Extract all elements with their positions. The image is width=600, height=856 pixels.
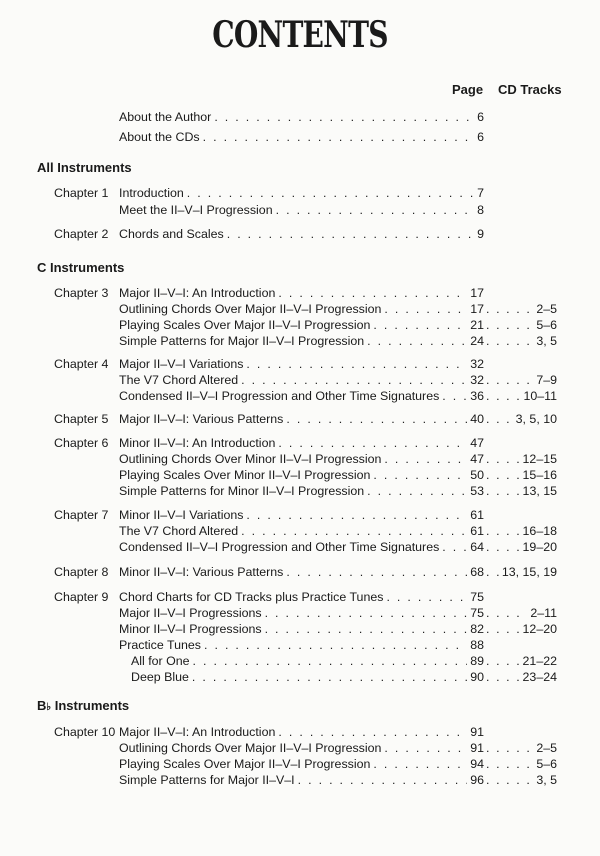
section-letter: B: [37, 698, 47, 713]
leader-dots: [276, 202, 475, 218]
toc-entry[interactable]: [0, 637, 600, 653]
entry-title: Chord Charts for CD Tracks plus Practice Tunes: [119, 590, 384, 604]
entry-title: Playing Scales Over Major II–V–I Progression: [119, 318, 371, 332]
toc-entry-line: [119, 451, 484, 467]
leader-dots: [486, 621, 520, 637]
leader-dots: [367, 333, 467, 349]
entry-page: 47: [470, 436, 484, 450]
leader-dots: [373, 756, 467, 772]
leader-dots: [246, 356, 467, 372]
leader-dots: [192, 669, 467, 685]
cd-tracks: [486, 653, 557, 669]
toc-entry-line: [131, 653, 484, 669]
toc-entry-line: [119, 539, 484, 555]
entry-title: Minor II–V–I Progressions: [119, 622, 262, 636]
toc-entry[interactable]: [0, 435, 600, 451]
toc-entry-line: [119, 637, 484, 653]
leader-dots: [486, 756, 533, 772]
cd-tracks: [486, 372, 557, 388]
chapter-label: Chapter 3: [54, 286, 109, 300]
toc-entry-line: [119, 372, 484, 388]
cd-tracks: [486, 317, 557, 333]
leader-dots: [227, 226, 474, 242]
entry-title: Playing Scales Over Minor II–V–I Progression: [119, 468, 371, 482]
entry-title: Deep Blue: [131, 670, 189, 684]
leader-dots: [486, 564, 499, 580]
toc-entry-line: [119, 356, 484, 372]
toc-entry[interactable]: [0, 653, 600, 669]
toc-entry-line: [119, 756, 484, 772]
entry-title: Practice Tunes: [119, 638, 201, 652]
leader-dots: [486, 483, 520, 499]
toc-entry-line: [119, 226, 484, 242]
leader-dots: [442, 388, 467, 404]
cd-tracks-value: 3, 5: [536, 334, 557, 348]
leader-dots: [265, 605, 468, 621]
cd-tracks-value: 19–20: [522, 540, 557, 554]
entry-title: Outlining Chords Over Major II–V–I Progression: [119, 741, 382, 755]
toc-entry-line: [119, 621, 484, 637]
chapter-label: Chapter 5: [54, 412, 109, 426]
cd-tracks: [486, 301, 557, 317]
leader-dots: [265, 621, 468, 637]
entry-page: 89: [470, 654, 484, 668]
toc-entry-line: [119, 564, 484, 580]
section-heading: All Instruments: [37, 160, 132, 175]
entry-page: 6: [477, 110, 484, 124]
toc-entry[interactable]: [0, 317, 600, 333]
cd-tracks-value: 23–24: [522, 670, 557, 684]
toc-entry[interactable]: [0, 724, 600, 740]
leader-dots: [384, 740, 467, 756]
toc-entry-line: [119, 301, 484, 317]
cd-tracks: [486, 669, 557, 685]
cd-tracks: [486, 523, 557, 539]
entry-page: 36: [470, 389, 484, 403]
entry-page: 64: [470, 540, 484, 554]
leader-dots: [286, 564, 467, 580]
toc-entry[interactable]: [0, 388, 600, 404]
entry-page: 24: [470, 334, 484, 348]
leader-dots: [486, 411, 513, 427]
entry-page: 17: [470, 286, 484, 300]
cd-tracks: [486, 411, 557, 427]
toc-entry[interactable]: [0, 589, 600, 605]
toc-entry-line: [119, 740, 484, 756]
toc-entry-line: [119, 185, 484, 201]
entry-page: 61: [470, 524, 484, 538]
entry-page: 32: [470, 373, 484, 387]
cd-tracks: [486, 539, 557, 555]
leader-dots: [298, 772, 468, 788]
entry-page: 75: [470, 606, 484, 620]
entry-title: Playing Scales Over Major II–V–I Progression: [119, 757, 371, 771]
section-heading: C Instruments: [37, 260, 125, 275]
leader-dots: [486, 388, 520, 404]
leader-dots: [278, 724, 467, 740]
toc-entry[interactable]: [0, 285, 600, 301]
cd-tracks-value: 12–15: [522, 452, 557, 466]
leader-dots: [442, 539, 467, 555]
leader-dots: [278, 285, 467, 301]
entry-page: 6: [477, 130, 484, 144]
cd-tracks-value: 3, 5: [536, 773, 557, 787]
leader-dots: [486, 539, 520, 555]
entry-title: Simple Patterns for Minor II–V–I Progression: [119, 484, 365, 498]
leader-dots: [384, 301, 467, 317]
toc-entry-line: [119, 523, 484, 539]
leader-dots: [241, 372, 467, 388]
entry-page: 96: [470, 773, 484, 787]
toc-entry-line: [119, 411, 484, 427]
toc-entry[interactable]: [0, 185, 600, 201]
toc-entry[interactable]: [0, 109, 600, 125]
toc-entry-line: [119, 772, 484, 788]
cd-tracks-value: 5–6: [536, 318, 557, 332]
entry-title: All for One: [131, 654, 190, 668]
toc-entry-line: [119, 285, 484, 301]
cd-tracks: [486, 621, 557, 637]
entry-title: Introduction: [119, 186, 184, 200]
leader-dots: [193, 653, 468, 669]
entry-title: Simple Patterns for Major II–V–I: [119, 773, 295, 787]
entry-title: Minor II–V–I: Various Patterns: [119, 565, 284, 579]
toc-entry[interactable]: [0, 605, 600, 621]
toc-entry-line: [119, 333, 484, 349]
chapter-label: Chapter 2: [54, 227, 109, 241]
leader-dots: [486, 772, 533, 788]
entry-page: 50: [470, 468, 484, 482]
page-column-header: Page: [452, 82, 484, 97]
cd-tracks: [486, 564, 557, 580]
toc-entry[interactable]: [0, 669, 600, 685]
toc-entry-line: [131, 669, 484, 685]
leader-dots: [384, 451, 467, 467]
leader-dots: [486, 740, 533, 756]
cd-tracks: [486, 467, 557, 483]
cd-tracks-value: 2–5: [536, 741, 557, 755]
chapter-label: Chapter 10: [54, 725, 116, 739]
toc-entry[interactable]: [0, 202, 600, 218]
entry-page: 21: [470, 318, 484, 332]
cd-tracks: [486, 605, 557, 621]
entry-title: Major II–V–I: An Introduction: [119, 725, 276, 739]
cd-tracks: [486, 740, 557, 756]
cd-tracks-value: 5–6: [536, 757, 557, 771]
chapter-label: Chapter 4: [54, 357, 109, 371]
toc-entry-line: [119, 109, 484, 125]
leader-dots: [486, 467, 520, 483]
cd-tracks: [486, 451, 557, 467]
toc-entry-line: [119, 605, 484, 621]
toc-entry[interactable]: [0, 467, 600, 483]
entry-title: Major II–V–I: Various Patterns: [119, 412, 284, 426]
chapter-label: Chapter 9: [54, 590, 109, 604]
entry-page: 9: [477, 227, 484, 241]
cd-tracks-value: 3, 5, 10: [515, 412, 557, 426]
entry-title: Minor II–V–I Variations: [119, 508, 244, 522]
toc-entry[interactable]: [0, 301, 600, 317]
tracks-column-header: CD Tracks: [498, 82, 562, 97]
leader-dots: [486, 523, 520, 539]
leader-dots: [203, 129, 475, 145]
toc-entry[interactable]: [0, 564, 600, 580]
cd-tracks: [486, 388, 557, 404]
toc-entry-line: [119, 129, 484, 145]
entry-title: Meet the II–V–I Progression: [119, 203, 273, 217]
leader-dots: [204, 637, 467, 653]
entry-title: Outlining Chords Over Major II–V–I Progression: [119, 302, 382, 316]
toc-entry[interactable]: [0, 772, 600, 788]
leader-dots: [373, 317, 467, 333]
leader-dots: [486, 317, 533, 333]
toc-entry[interactable]: [0, 129, 600, 145]
entry-page: 68: [470, 565, 484, 579]
toc-entry[interactable]: [0, 372, 600, 388]
chapter-label: Chapter 6: [54, 436, 109, 450]
leader-dots: [286, 411, 467, 427]
toc-entry-line: [119, 589, 484, 605]
entry-title: The V7 Chord Altered: [119, 373, 239, 387]
cd-tracks: [486, 772, 557, 788]
toc-entry-line: [119, 724, 484, 740]
cd-tracks-value: 21–22: [522, 654, 557, 668]
chapter-label: Chapter 1: [54, 186, 109, 200]
section-heading: [37, 698, 129, 713]
leader-dots: [486, 333, 533, 349]
entry-page: 53: [470, 484, 484, 498]
cd-tracks-value: 10–11: [523, 389, 557, 403]
toc-entry[interactable]: [0, 621, 600, 637]
leader-dots: [486, 301, 533, 317]
entry-page: 91: [470, 741, 484, 755]
toc-entry[interactable]: [0, 226, 600, 242]
toc-entry[interactable]: [0, 333, 600, 349]
entry-title: Major II–V–I Progressions: [119, 606, 262, 620]
flat-symbol: ♭: [46, 702, 52, 713]
entry-page: 82: [470, 622, 484, 636]
entry-page: 61: [470, 508, 484, 522]
entry-title: Major II–V–I Variations: [119, 357, 244, 371]
entry-page: 40: [470, 412, 484, 426]
entry-title: Simple Patterns for Major II–V–I Progression: [119, 334, 365, 348]
leader-dots: [187, 185, 474, 201]
entry-title: Major II–V–I: An Introduction: [119, 286, 276, 300]
leader-dots: [486, 669, 520, 685]
leader-dots: [486, 451, 520, 467]
leader-dots: [486, 653, 520, 669]
toc-entry[interactable]: [0, 411, 600, 427]
entry-page: 88: [470, 638, 484, 652]
cd-tracks-value: 15–16: [522, 468, 557, 482]
chapter-label: Chapter 7: [54, 508, 109, 522]
toc-entry-line: [119, 483, 484, 499]
toc-entry[interactable]: [0, 756, 600, 772]
leader-dots: [386, 589, 467, 605]
cd-tracks-value: 7–9: [536, 373, 557, 387]
cd-tracks-value: 12–20: [522, 622, 557, 636]
leader-dots: [246, 507, 467, 523]
entry-page: 7: [477, 186, 484, 200]
toc-entry-line: [119, 435, 484, 451]
entry-page: 32: [470, 357, 484, 371]
toc-entry[interactable]: [0, 451, 600, 467]
cd-tracks-value: 16–18: [522, 524, 557, 538]
toc-entry-line: [119, 467, 484, 483]
entry-page: 90: [470, 670, 484, 684]
entry-title: Outlining Chords Over Minor II–V–I Progression: [119, 452, 382, 466]
cd-tracks-value: 2–11: [530, 606, 557, 620]
toc-entry-line: [119, 202, 484, 218]
entry-title: Chords and Scales: [119, 227, 224, 241]
cd-tracks: [486, 756, 557, 772]
cd-tracks-value: 13, 15, 19: [501, 565, 557, 579]
toc-entry[interactable]: [0, 483, 600, 499]
toc-entry[interactable]: [0, 523, 600, 539]
entry-title: About the Author: [119, 110, 212, 124]
leader-dots: [486, 605, 527, 621]
leader-dots: [278, 435, 467, 451]
entry-title: Minor II–V–I: An Introduction: [119, 436, 276, 450]
cd-tracks: [486, 333, 557, 349]
section-text: Instruments: [51, 698, 130, 713]
toc-entry[interactable]: [0, 507, 600, 523]
toc-entry-line: [119, 388, 484, 404]
leader-dots: [373, 467, 467, 483]
entry-title: About the CDs: [119, 130, 200, 144]
leader-dots: [241, 523, 467, 539]
leader-dots: [214, 109, 474, 125]
entry-page: 17: [470, 302, 484, 316]
leader-dots: [486, 372, 533, 388]
toc-entry-line: [119, 507, 484, 523]
leader-dots: [367, 483, 467, 499]
entry-page: 8: [477, 203, 484, 217]
entry-page: 91: [470, 725, 484, 739]
entry-title: Condensed II–V–I Progression and Other Time Signatures: [119, 389, 440, 403]
toc-entry[interactable]: [0, 356, 600, 372]
entry-title: Condensed II–V–I Progression and Other Time Signatures: [119, 540, 440, 554]
entry-title: The V7 Chord Altered: [119, 524, 239, 538]
entry-page: 94: [470, 757, 484, 771]
cd-tracks: [486, 483, 557, 499]
chapter-label: Chapter 8: [54, 565, 109, 579]
entry-page: 75: [470, 590, 484, 604]
toc-entry[interactable]: [0, 740, 600, 756]
entry-page: 47: [470, 452, 484, 466]
cd-tracks-value: 2–5: [536, 302, 557, 316]
toc-entry-line: [119, 317, 484, 333]
page-title: CONTENTS: [212, 14, 388, 56]
cd-tracks-value: 13, 15: [522, 484, 557, 498]
toc-entry[interactable]: [0, 539, 600, 555]
